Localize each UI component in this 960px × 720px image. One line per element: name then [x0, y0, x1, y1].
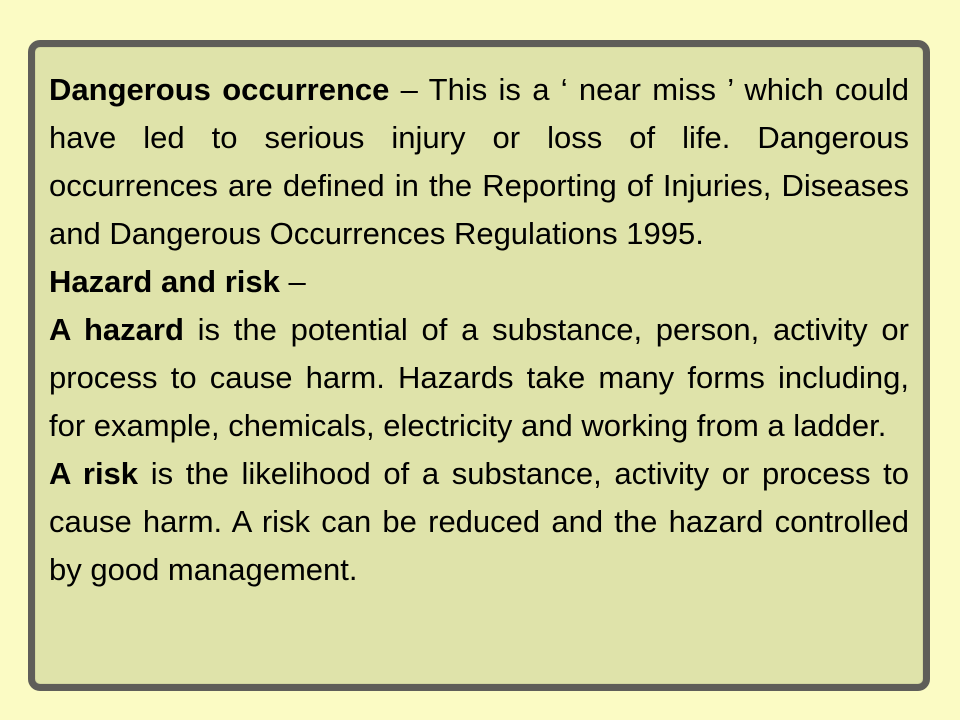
- definition-risk: is the likelihood of a substance, activity or process to cause harm. A risk can be reduced and the hazard controlled by good management.: [49, 456, 909, 587]
- term-dangerous-occurrence: Dangerous occurrence: [49, 72, 390, 107]
- paragraph-risk: [49, 450, 909, 594]
- definitions-text: [49, 66, 909, 594]
- definition-dangerous-occurrence: – This is a ‘ near miss ’ which could have led to serious injury or loss of life. Dangerous occurrences are defined in the Reporting of Injuries, Diseases and Dangerous Occurrences Regulations 1995.: [49, 72, 909, 251]
- definition-box: [28, 40, 930, 691]
- paragraph-hazard-and-risk: [49, 258, 909, 306]
- term-hazard-and-risk: Hazard and risk: [49, 264, 280, 299]
- definition-hazard-and-risk: –: [279, 264, 306, 299]
- paragraph-dangerous-occurrence: [49, 66, 909, 258]
- definition-hazard: is the potential of a substance, person, activity or process to cause harm. Hazards take many forms including, for example, chemicals, electricity and working from a ladder.: [49, 312, 909, 443]
- paragraph-hazard: [49, 306, 909, 450]
- term-risk: A risk: [49, 456, 139, 491]
- term-hazard: A hazard: [49, 312, 184, 347]
